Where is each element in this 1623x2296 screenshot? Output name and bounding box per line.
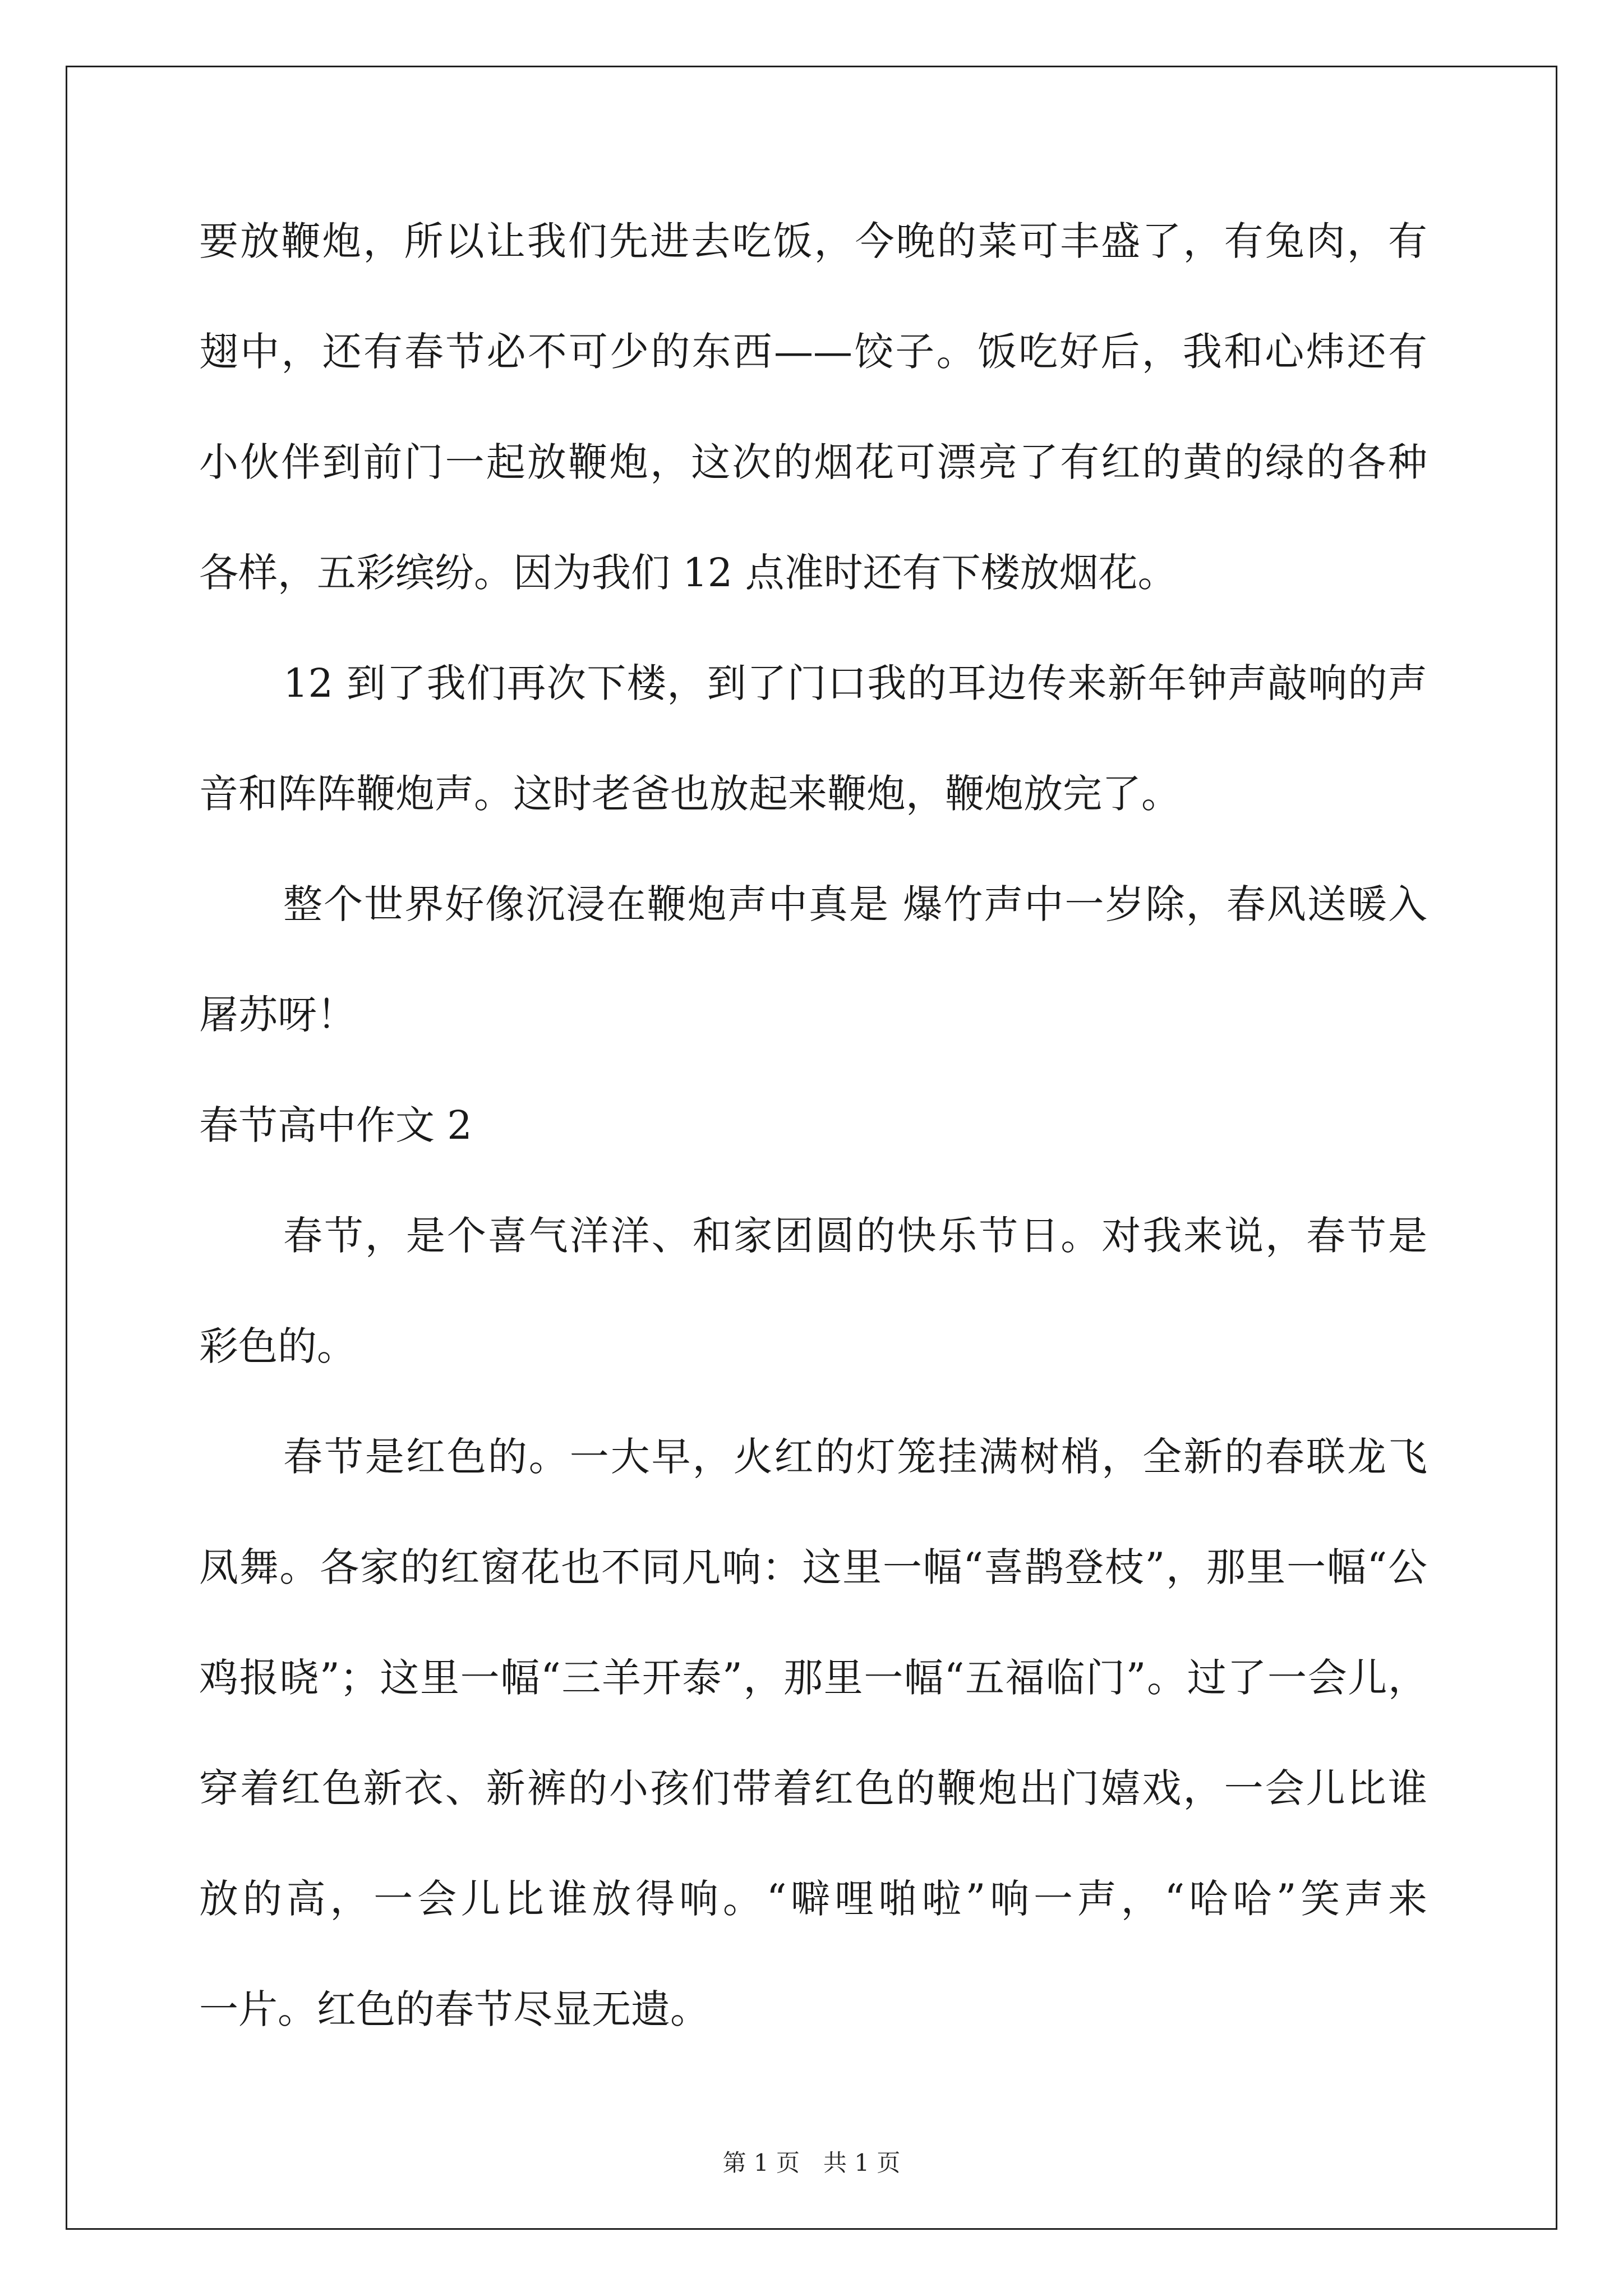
text-line: 鸡报晓”；这里一幅“三羊开泰”，那里一幅“五福临门”。过了一会儿，: [199, 1655, 1427, 1701]
section-heading: 春节高中作文 2: [199, 1102, 472, 1148]
text-line: 整个世界好像沉浸在鞭炮声中真是 爆竹声中一岁除，春风送暖入: [283, 881, 1427, 927]
text-line: 凤舞。各家的红窗花也不同凡响：这里一幅“喜鹊登枝”，那里一幅“公: [199, 1544, 1427, 1590]
text-line: 翅中，还有春节必不可少的东西——饺子。饭吃好后，我和心炜还有: [199, 329, 1427, 375]
text-line: 一片。红色的春节尽显无遗。: [199, 1986, 709, 2032]
document-body: [199, 218, 1427, 2032]
text-line: 12 到了我们再次下楼，到了门口我的耳边传来新年钟声敲响的声: [283, 660, 1427, 706]
text-line: 小伙伴到前门一起放鞭炮，这次的烟花可漂亮了有红的黄的绿的各种: [199, 439, 1427, 485]
text-line: 屠苏呀！: [199, 992, 356, 1038]
text-line: 各样，五彩缤纷。因为我们 12 点准时还有下楼放烟花。: [199, 550, 1177, 596]
text-line: 彩色的。: [199, 1323, 356, 1369]
text-line: 要放鞭炮，所以让我们先进去吃饭，今晚的菜可丰盛了，有兔肉，有: [199, 218, 1427, 264]
text-line: 放的高，一会儿比谁放得响。“噼哩啪啦”响一声，“哈哈”笑声来: [199, 1876, 1427, 1922]
page-number-footer: 第 1 页 共 1 页: [722, 2149, 901, 2177]
text-line: 音和阵阵鞭炮声。这时老爸也放起来鞭炮，鞭炮放完了。: [199, 771, 1181, 817]
text-line: 春节，是个喜气洋洋、和家团圆的快乐节日。对我来说，春节是: [283, 1213, 1427, 1259]
text-line: 春节是红色的。一大早，火红的灯笼挂满树梢，全新的春联龙飞: [283, 1434, 1427, 1480]
text-line: 穿着红色新衣、新裤的小孩们带着红色的鞭炮出门嬉戏，一会儿比谁: [199, 1765, 1427, 1811]
